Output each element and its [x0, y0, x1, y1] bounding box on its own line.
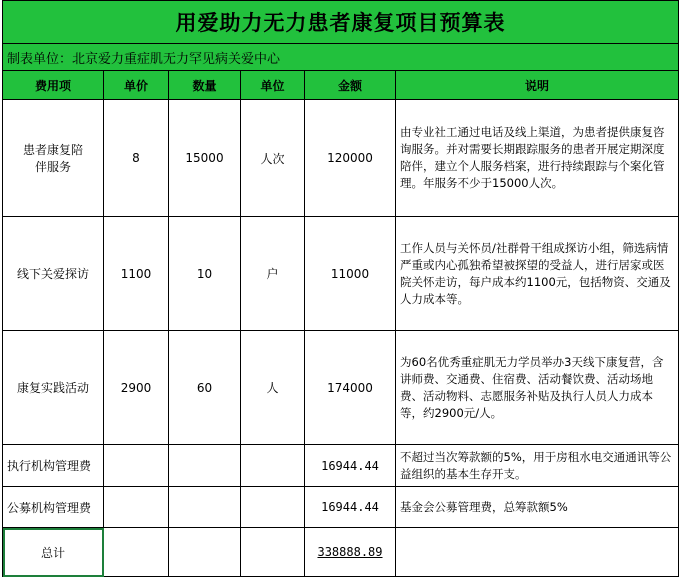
header-description[interactable]: 说明: [396, 71, 679, 100]
header-item[interactable]: 费用项: [3, 71, 104, 100]
header-unit[interactable]: 单位: [241, 71, 305, 100]
cell-item[interactable]: 康复实践活动: [3, 331, 104, 445]
cell-amount[interactable]: 16944.44: [305, 445, 396, 487]
sheet-title[interactable]: 用爱助力无力患者康复项目预算表: [3, 1, 679, 44]
cell-description[interactable]: 由专业社工通过电话及线上渠道，为患者提供康复咨询服务。并对需要长期跟踪服务的患者开展定期深度陪伴，建立个人服务档案，进行持续跟踪与个案化管理。年服务不少于15000人次。: [396, 100, 679, 217]
cell-item[interactable]: 公募机构管理费: [3, 487, 104, 528]
table-row: [3, 217, 679, 331]
cell-description[interactable]: 工作人员与关怀员/社群骨干组成探访小组，筛选病情严重或内心孤独希望被探望的受益人，进行居家或医院关怀走访，每户成本约1100元，包括物资、交通及人力成本等。: [396, 217, 679, 331]
header-quantity[interactable]: 数量: [169, 71, 241, 100]
organization-line[interactable]: 制表单位：北京爱力重症肌无力罕见病关爱中心: [3, 44, 679, 71]
cell-quantity[interactable]: 60: [169, 331, 241, 445]
cell-price[interactable]: 1100: [104, 217, 169, 331]
header-amount[interactable]: 金额: [305, 71, 396, 100]
cell-empty[interactable]: [169, 528, 241, 577]
total-row: [3, 528, 679, 577]
cell-amount[interactable]: 11000: [305, 217, 396, 331]
cell-amount[interactable]: 16944.44: [305, 487, 396, 528]
cell-description[interactable]: 为60名优秀重症肌无力学员举办3天线下康复营，含讲师费、交通费、住宿费、活动餐饮费、活动场地费、活动物料、志愿服务补贴及执行人员人力成本等，约2900元/人。: [396, 331, 679, 445]
cell-description[interactable]: 基金会公募管理费，总筹款额5%: [396, 487, 679, 528]
table-row: [3, 331, 679, 445]
cell-amount[interactable]: 174000: [305, 331, 396, 445]
cell-total-label[interactable]: 总计: [3, 528, 104, 577]
cell-unit[interactable]: 人次: [241, 100, 305, 217]
cell-quantity[interactable]: 10: [169, 217, 241, 331]
table-row: [3, 100, 679, 217]
cell-quantity[interactable]: 15000: [169, 100, 241, 217]
cell-price[interactable]: [104, 487, 169, 528]
cell-empty[interactable]: [396, 528, 679, 577]
table-row: [3, 487, 679, 528]
cell-unit[interactable]: [241, 487, 305, 528]
cell-item[interactable]: 执行机构管理费: [3, 445, 104, 487]
cell-quantity[interactable]: [169, 487, 241, 528]
cell-quantity[interactable]: [169, 445, 241, 487]
cell-item[interactable]: 患者康复陪伴服务: [3, 100, 104, 217]
header-row: [3, 71, 679, 100]
budget-table: [2, 0, 679, 577]
cell-unit[interactable]: 人: [241, 331, 305, 445]
cell-empty[interactable]: [241, 528, 305, 577]
cell-price[interactable]: 2900: [104, 331, 169, 445]
cell-amount[interactable]: 120000: [305, 100, 396, 217]
header-price[interactable]: 单价: [104, 71, 169, 100]
cell-unit[interactable]: 户: [241, 217, 305, 331]
cell-price[interactable]: [104, 445, 169, 487]
table-row: [3, 445, 679, 487]
cell-empty[interactable]: [104, 528, 169, 577]
cell-description[interactable]: 不超过当次筹款额的5%，用于房租水电交通通讯等公益组织的基本生存开支。: [396, 445, 679, 487]
cell-total-amount[interactable]: 338888.89: [305, 528, 396, 577]
cell-price[interactable]: 8: [104, 100, 169, 217]
cell-unit[interactable]: [241, 445, 305, 487]
cell-item[interactable]: 线下关爱探访: [3, 217, 104, 331]
